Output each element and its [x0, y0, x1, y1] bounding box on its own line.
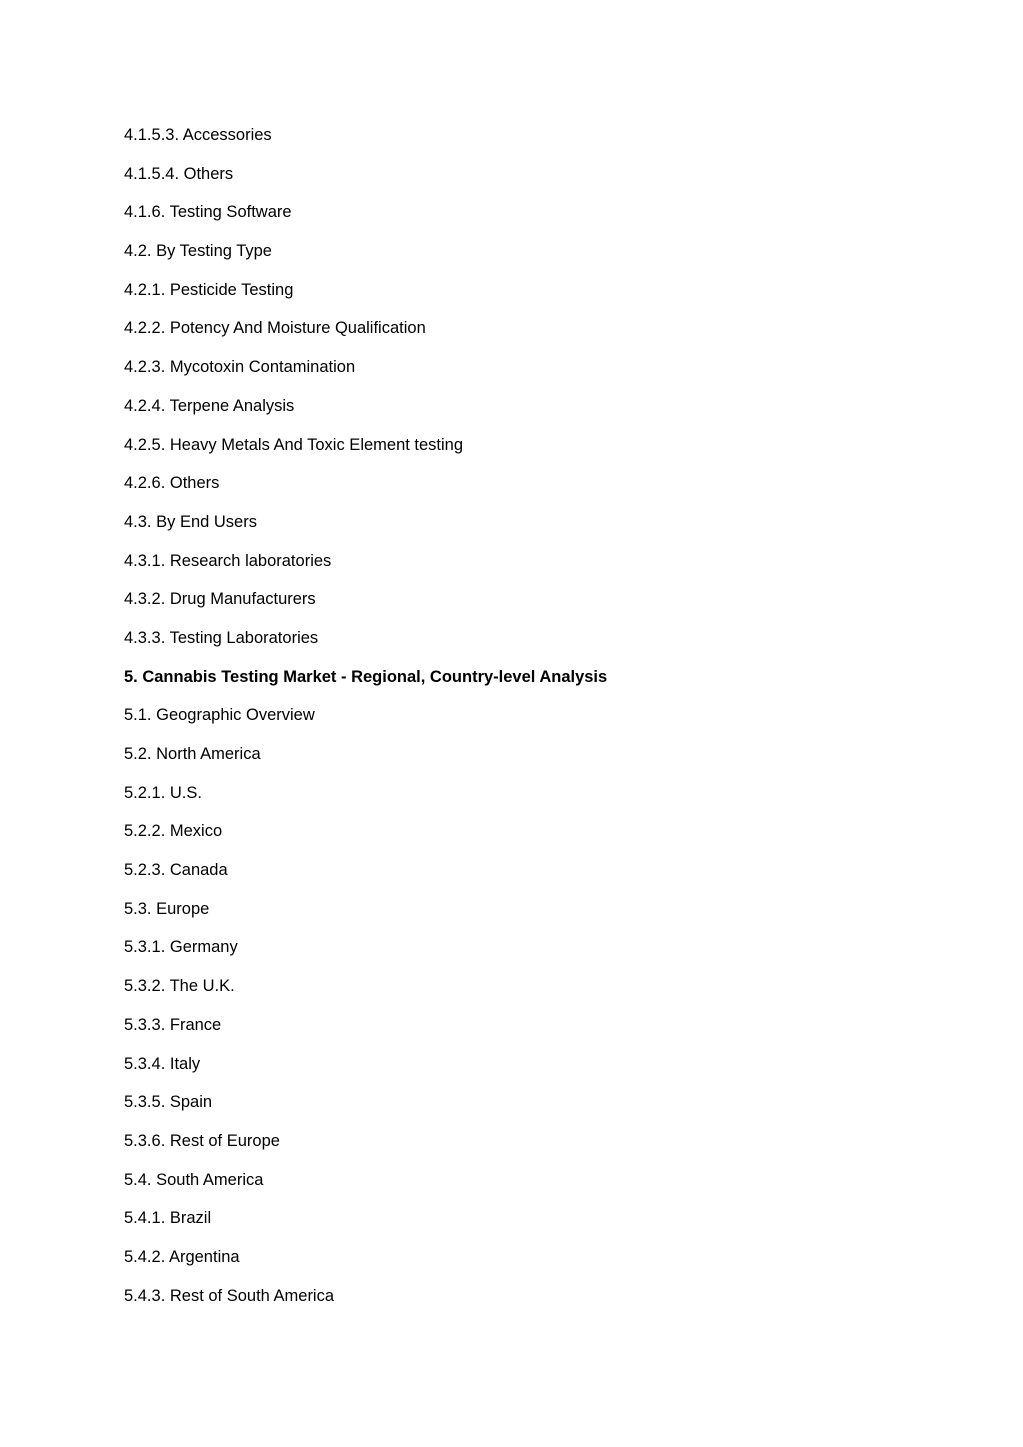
toc-entry: 5.4.2. Argentina	[124, 1247, 240, 1266]
toc-entry: 5.2. North America	[124, 745, 261, 763]
toc-entry: 4.3. By End Users	[124, 512, 257, 531]
toc-entry: 4.1.6. Testing Software	[124, 203, 292, 222]
toc-entry: 5.3.2. The U.K.	[124, 977, 235, 996]
toc-entry: 5.4. South America	[124, 1170, 264, 1189]
toc-entry: 5.2.1. U.S.	[124, 783, 202, 802]
toc-entry: 4.1.5.3. Accessories	[124, 126, 272, 144]
toc-entry: 4.2.1. Pesticide Testing	[124, 280, 294, 299]
table-of-contents	[124, 124, 607, 1323]
toc-entry: 4.3.3. Testing Laboratories	[124, 628, 319, 647]
toc-entry: 4.2.4. Terpene Analysis	[124, 396, 295, 415]
toc-entry: 5.4.3. Rest of South America	[124, 1286, 335, 1305]
toc-entry: 5.1. Geographic Overview	[124, 706, 315, 725]
toc-entry: 4.2.5. Heavy Metals And Toxic Element testing	[124, 435, 464, 454]
toc-entry: 5.2.3. Canada	[124, 861, 228, 880]
toc-entry: 4.2.3. Mycotoxin Contamination	[124, 358, 356, 377]
toc-entry: 4.2.2. Potency And Moisture Qualification	[124, 319, 426, 338]
toc-entry: 5.2.2. Mexico	[124, 822, 223, 841]
toc-entry: 4.2. By Testing Type	[124, 242, 272, 261]
toc-entry: 4.3.2. Drug Manufacturers	[124, 590, 316, 609]
toc-entry: 5.3.4. Italy	[124, 1054, 201, 1073]
toc-entry: 5.3.3. France	[124, 1015, 222, 1034]
toc-section-heading: 5. Cannabis Testing Market - Regional, Country-level Analysis	[124, 667, 608, 686]
toc-entry: 4.3.1. Research laboratories	[124, 551, 332, 570]
toc-entry: 5.3.6. Rest of Europe	[124, 1131, 280, 1150]
toc-entry: 5.3. Europe	[124, 899, 210, 918]
toc-entry: 5.3.1. Germany	[124, 938, 238, 957]
toc-entry: 5.3.5. Spain	[124, 1093, 213, 1112]
toc-entry: 5.4.1. Brazil	[124, 1209, 212, 1228]
toc-entry: 4.2.6. Others	[124, 474, 220, 493]
toc-entry: 4.1.5.4. Others	[124, 164, 234, 183]
